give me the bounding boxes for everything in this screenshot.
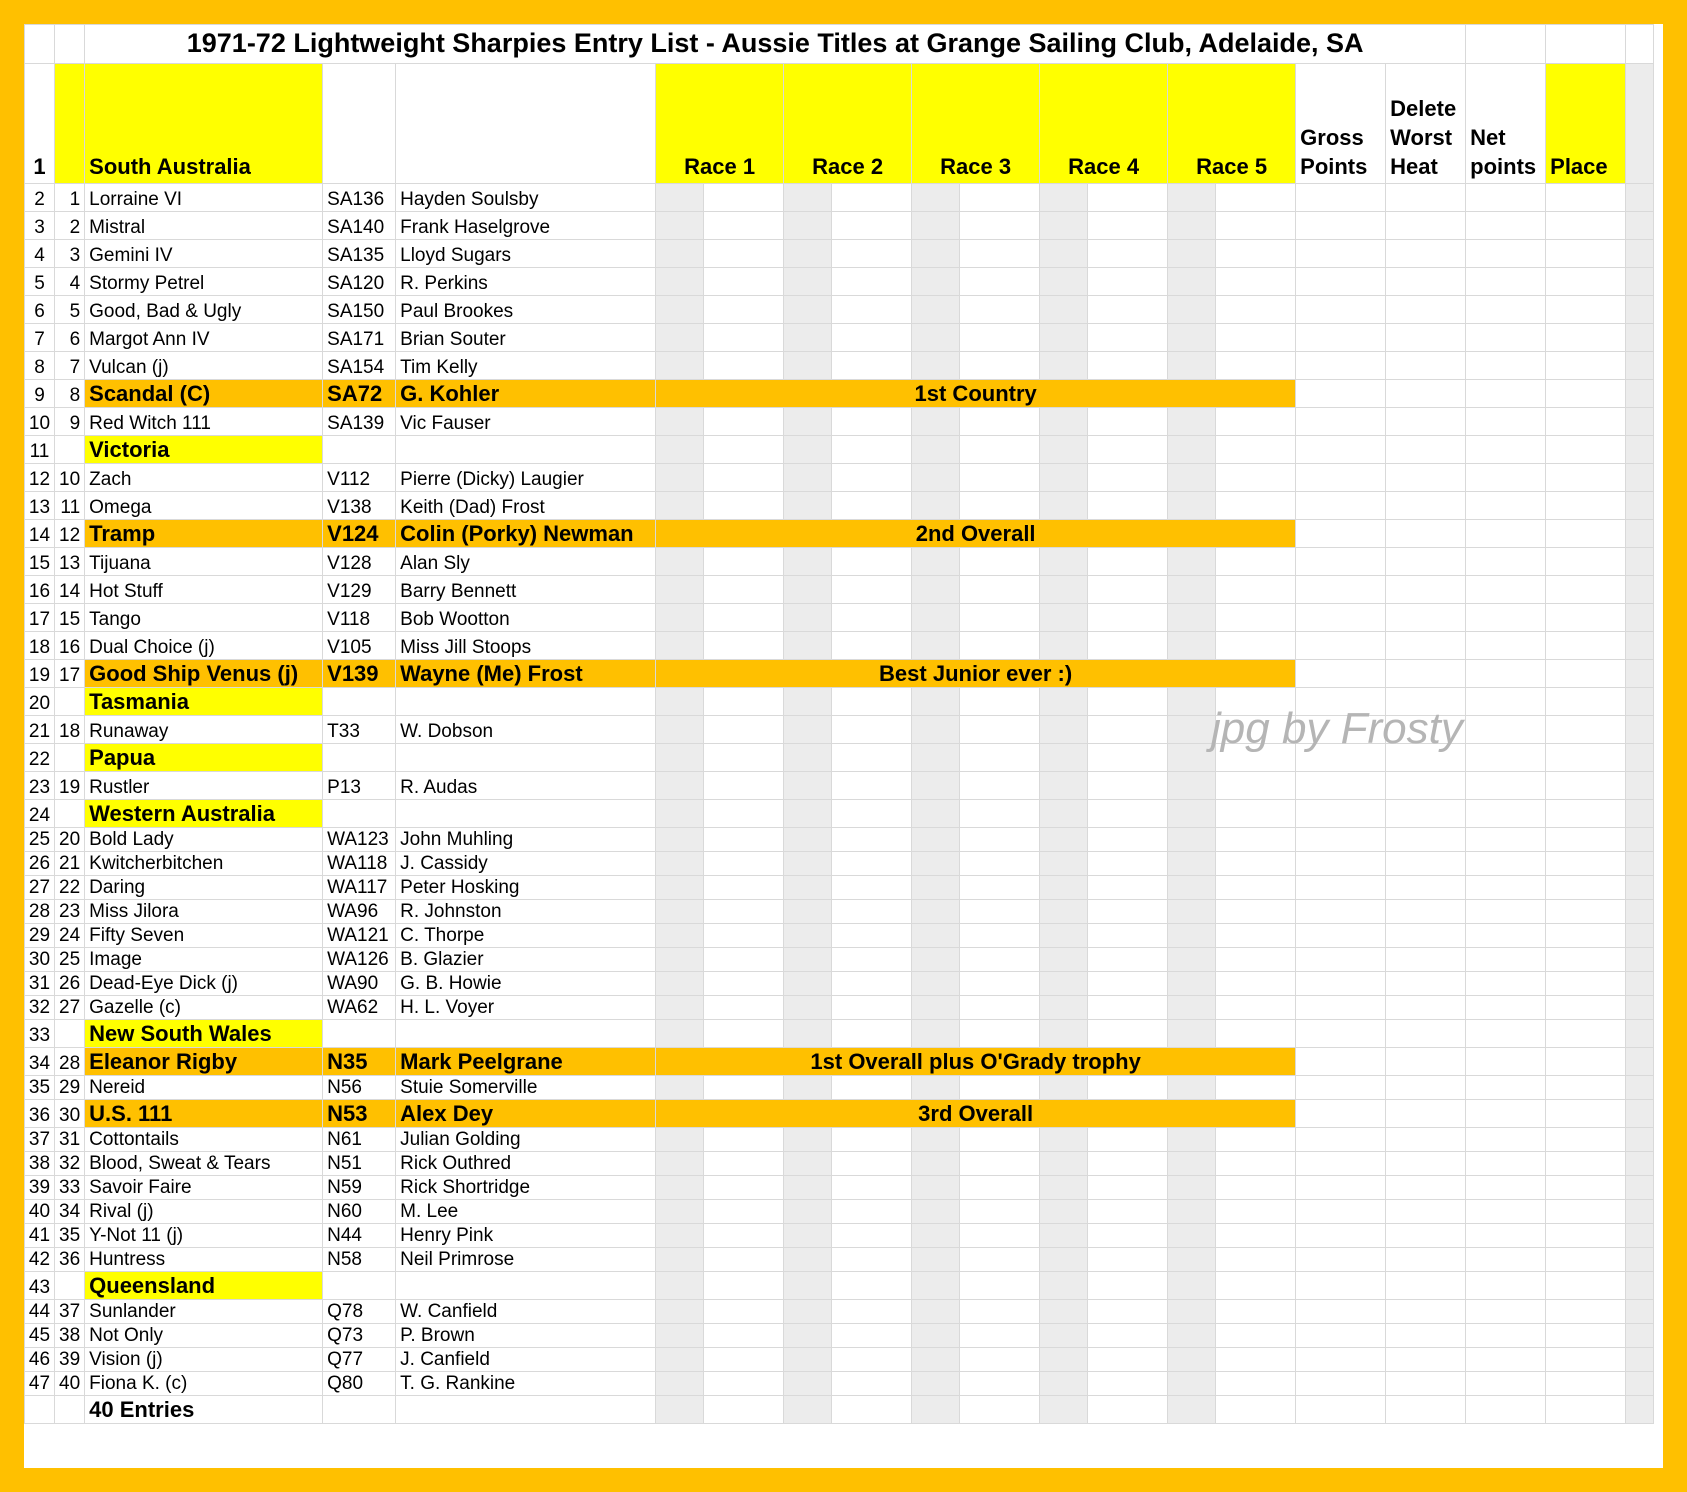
entry-number: 6	[55, 324, 85, 352]
row-number: 6	[25, 296, 55, 324]
row-number: 33	[25, 1020, 55, 1048]
entry-number: 9	[55, 408, 85, 436]
entry-number: 18	[55, 716, 85, 744]
skipper-name: Colin (Porky) Newman	[396, 520, 656, 548]
entry-number: 28	[55, 1048, 85, 1076]
skipper-name: Pierre (Dicky) Laugier	[396, 464, 656, 492]
result-note: Best Junior ever :)	[656, 660, 1296, 688]
boat-name: Omega	[85, 492, 323, 520]
boat-name: Good, Bad & Ugly	[85, 296, 323, 324]
entry-number: 24	[55, 924, 85, 948]
state-label: Victoria	[85, 436, 323, 464]
entry-number: 21	[55, 852, 85, 876]
entry-number: 3	[55, 240, 85, 268]
boat-name: Zach	[85, 464, 323, 492]
row-number: 39	[25, 1176, 55, 1200]
sail-number: N56	[323, 1076, 396, 1100]
sail-number: N44	[323, 1224, 396, 1248]
state-row	[25, 1020, 1654, 1048]
spreadsheet	[24, 24, 1663, 1468]
row-number: 4	[25, 240, 55, 268]
highlight-row	[25, 380, 1654, 408]
entry-number: 31	[55, 1128, 85, 1152]
entry-row	[25, 408, 1654, 436]
sail-number: WA96	[323, 900, 396, 924]
entry-row	[25, 184, 1654, 212]
skipper-name: W. Dobson	[396, 716, 656, 744]
row-number: 16	[25, 576, 55, 604]
boat-name: Daring	[85, 876, 323, 900]
boat-name: Hot Stuff	[85, 576, 323, 604]
row-number: 36	[25, 1100, 55, 1128]
skipper-name: H. L. Voyer	[396, 996, 656, 1020]
entry-number: 8	[55, 380, 85, 408]
boat-name: Dual Choice (j)	[85, 632, 323, 660]
row-number: 26	[25, 852, 55, 876]
skipper-name: Keith (Dad) Frost	[396, 492, 656, 520]
row-number: 15	[25, 548, 55, 576]
sail-number: WA62	[323, 996, 396, 1020]
sail-number: V118	[323, 604, 396, 632]
boat-name: Sunlander	[85, 1300, 323, 1324]
sail-number: V138	[323, 492, 396, 520]
entry-number: 4	[55, 268, 85, 296]
skipper-name: W. Canfield	[396, 1300, 656, 1324]
skipper-name: Alex Dey	[396, 1100, 656, 1128]
skipper-name: Stuie Somerville	[396, 1076, 656, 1100]
skipper-name: Frank Haselgrove	[396, 212, 656, 240]
entry-row	[25, 1200, 1654, 1224]
entry-number: 14	[55, 576, 85, 604]
row-number: 27	[25, 876, 55, 900]
state-header: South Australia	[85, 64, 323, 184]
race-3-header: Race 3	[912, 64, 1040, 184]
sail-number: V124	[323, 520, 396, 548]
skipper-name: Miss Jill Stoops	[396, 632, 656, 660]
sail-number: WA118	[323, 852, 396, 876]
boat-name: Lorraine VI	[85, 184, 323, 212]
entry-row	[25, 212, 1654, 240]
entry-number: 15	[55, 604, 85, 632]
entry-row	[25, 772, 1654, 800]
entry-number: 40	[55, 1372, 85, 1396]
state-label: Queensland	[85, 1272, 323, 1300]
watermark: jpg by Frosty	[1211, 704, 1463, 753]
boat-name: Red Witch 111	[85, 408, 323, 436]
boat-name: Vulcan (j)	[85, 352, 323, 380]
sail-number: WA90	[323, 972, 396, 996]
entry-number: 25	[55, 948, 85, 972]
entry-number: 20	[55, 828, 85, 852]
boat-name: Savoir Faire	[85, 1176, 323, 1200]
sail-number: Q73	[323, 1324, 396, 1348]
skipper-name: Mark Peelgrane	[396, 1048, 656, 1076]
entry-number: 19	[55, 772, 85, 800]
skipper-name: John Muhling	[396, 828, 656, 852]
entry-row	[25, 240, 1654, 268]
highlight-row	[25, 520, 1654, 548]
boat-name: Image	[85, 948, 323, 972]
row-number: 24	[25, 800, 55, 828]
boat-name: Blood, Sweat & Tears	[85, 1152, 323, 1176]
sail-number: WA123	[323, 828, 396, 852]
row-number: 13	[25, 492, 55, 520]
entry-row	[25, 492, 1654, 520]
skipper-name: T. G. Rankine	[396, 1372, 656, 1396]
entry-row	[25, 548, 1654, 576]
state-label: Western Australia	[85, 800, 323, 828]
entry-row	[25, 900, 1654, 924]
entry-number: 38	[55, 1324, 85, 1348]
entry-number: 26	[55, 972, 85, 996]
boat-name: Margot Ann IV	[85, 324, 323, 352]
row-number: 32	[25, 996, 55, 1020]
skipper-name: Bob Wootton	[396, 604, 656, 632]
race-4-header: Race 4	[1040, 64, 1168, 184]
entry-row	[25, 1224, 1654, 1248]
row-number: 11	[25, 436, 55, 464]
result-note: 2nd Overall	[656, 520, 1296, 548]
row-number: 8	[25, 352, 55, 380]
highlight-row	[25, 660, 1654, 688]
entry-row	[25, 1372, 1654, 1396]
highlight-row	[25, 1100, 1654, 1128]
entry-number: 12	[55, 520, 85, 548]
net-points-header: Net points	[1466, 64, 1546, 184]
entry-number: 23	[55, 900, 85, 924]
row-number: 45	[25, 1324, 55, 1348]
boat-name: Cottontails	[85, 1128, 323, 1152]
boat-name: Not Only	[85, 1324, 323, 1348]
row-number: 5	[25, 268, 55, 296]
row-number: 9	[25, 380, 55, 408]
skipper-name: Rick Outhred	[396, 1152, 656, 1176]
row-number: 34	[25, 1048, 55, 1076]
sail-number: WA117	[323, 876, 396, 900]
sail-number: V129	[323, 576, 396, 604]
result-note: 3rd Overall	[656, 1100, 1296, 1128]
skipper-name: P. Brown	[396, 1324, 656, 1348]
delete-worst-heat-header: Delete Worst Heat	[1386, 64, 1466, 184]
entry-number: 2	[55, 212, 85, 240]
boat-name: Vision (j)	[85, 1348, 323, 1372]
entry-number: 35	[55, 1224, 85, 1248]
entry-row	[25, 1300, 1654, 1324]
boat-name: Miss Jilora	[85, 900, 323, 924]
row-number: 7	[25, 324, 55, 352]
row-number: 37	[25, 1128, 55, 1152]
entry-number: 13	[55, 548, 85, 576]
entry-row	[25, 1128, 1654, 1152]
gross-points-header: Gross Points	[1296, 64, 1386, 184]
boat-name: Gazelle (c)	[85, 996, 323, 1020]
entry-row	[25, 1176, 1654, 1200]
sail-number: N61	[323, 1128, 396, 1152]
skipper-name: J. Cassidy	[396, 852, 656, 876]
entry-number: 11	[55, 492, 85, 520]
result-note: 1st Country	[656, 380, 1296, 408]
row-number: 2	[25, 184, 55, 212]
sail-number: SA135	[323, 240, 396, 268]
entry-number: 10	[55, 464, 85, 492]
entry-row	[25, 1152, 1654, 1176]
entry-number: 32	[55, 1152, 85, 1176]
row-number: 42	[25, 1248, 55, 1272]
sail-number: SA140	[323, 212, 396, 240]
row-number: 43	[25, 1272, 55, 1300]
row-number: 30	[25, 948, 55, 972]
sail-number: V139	[323, 660, 396, 688]
entry-number: 29	[55, 1076, 85, 1100]
entry-row	[25, 296, 1654, 324]
boat-name: Mistral	[85, 212, 323, 240]
race-2-header: Race 2	[784, 64, 912, 184]
race-1-header: Race 1	[656, 64, 784, 184]
sail-number: Q77	[323, 1348, 396, 1372]
entry-row	[25, 1324, 1654, 1348]
place-header: Place	[1546, 64, 1626, 184]
entry-row	[25, 1248, 1654, 1272]
skipper-name: Tim Kelly	[396, 352, 656, 380]
boat-name: Fifty Seven	[85, 924, 323, 948]
row-number: 20	[25, 688, 55, 716]
boat-name: Gemini IV	[85, 240, 323, 268]
skipper-name: R. Perkins	[396, 268, 656, 296]
skipper-name: R. Johnston	[396, 900, 656, 924]
entry-row	[25, 268, 1654, 296]
state-row	[25, 1272, 1654, 1300]
skipper-name: R. Audas	[396, 772, 656, 800]
sail-number: Q78	[323, 1300, 396, 1324]
entry-row	[25, 1076, 1654, 1100]
highlight-row	[25, 1048, 1654, 1076]
skipper-name: Barry Bennett	[396, 576, 656, 604]
row-number: 21	[25, 716, 55, 744]
skipper-name: Alan Sly	[396, 548, 656, 576]
boat-name: Bold Lady	[85, 828, 323, 852]
sail-number: N53	[323, 1100, 396, 1128]
row-number: 19	[25, 660, 55, 688]
sail-number: SA154	[323, 352, 396, 380]
row-number: 47	[25, 1372, 55, 1396]
sail-number: SA136	[323, 184, 396, 212]
sail-number: SA171	[323, 324, 396, 352]
boat-name: Runaway	[85, 716, 323, 744]
row-number: 23	[25, 772, 55, 800]
entry-row	[25, 876, 1654, 900]
skipper-name: G. B. Howie	[396, 972, 656, 996]
skipper-name: Paul Brookes	[396, 296, 656, 324]
sail-number: N58	[323, 1248, 396, 1272]
row-number: 3	[25, 212, 55, 240]
boat-name: Tango	[85, 604, 323, 632]
skipper-name: G. Kohler	[396, 380, 656, 408]
entry-row	[25, 324, 1654, 352]
entry-row	[25, 948, 1654, 972]
entry-row	[25, 852, 1654, 876]
row-number: 22	[25, 744, 55, 772]
boat-name: Fiona K. (c)	[85, 1372, 323, 1396]
skipper-name: Vic Fauser	[396, 408, 656, 436]
sail-number: N60	[323, 1200, 396, 1224]
boat-name: Rival (j)	[85, 1200, 323, 1224]
state-row	[25, 800, 1654, 828]
row-number: 12	[25, 464, 55, 492]
entry-row	[25, 576, 1654, 604]
entry-number: 37	[55, 1300, 85, 1324]
skipper-name: B. Glazier	[396, 948, 656, 972]
skipper-name: Peter Hosking	[396, 876, 656, 900]
entry-number: 22	[55, 876, 85, 900]
entry-number: 5	[55, 296, 85, 324]
race-5-header: Race 5	[1168, 64, 1296, 184]
sail-number: WA126	[323, 948, 396, 972]
row-number: 41	[25, 1224, 55, 1248]
boat-name: Tramp	[85, 520, 323, 548]
skipper-name: Rick Shortridge	[396, 1176, 656, 1200]
sail-number: Q80	[323, 1372, 396, 1396]
sheet-title: 1971-72 Lightweight Sharpies Entry List - Aussie Titles at Grange Sailing Club, Adelaide, SA	[85, 25, 1466, 64]
entry-number: 34	[55, 1200, 85, 1224]
boat-name: Rustler	[85, 772, 323, 800]
sail-number: V112	[323, 464, 396, 492]
row-number: 44	[25, 1300, 55, 1324]
row-number: 14	[25, 520, 55, 548]
state-label: Tasmania	[85, 688, 323, 716]
entry-row	[25, 996, 1654, 1020]
sail-number: SA120	[323, 268, 396, 296]
result-note: 1st Overall plus O'Grady trophy	[656, 1048, 1296, 1076]
boat-name: Kwitcherbitchen	[85, 852, 323, 876]
entry-row	[25, 924, 1654, 948]
entry-number: 27	[55, 996, 85, 1020]
boat-name: Eleanor Rigby	[85, 1048, 323, 1076]
entry-number: 30	[55, 1100, 85, 1128]
skipper-name: J. Canfield	[396, 1348, 656, 1372]
sail-number: SA139	[323, 408, 396, 436]
boat-name: Stormy Petrel	[85, 268, 323, 296]
row-number: 25	[25, 828, 55, 852]
sail-number: N59	[323, 1176, 396, 1200]
state-label: Papua	[85, 744, 323, 772]
sail-number: V128	[323, 548, 396, 576]
sail-number: N51	[323, 1152, 396, 1176]
boat-name: Tijuana	[85, 548, 323, 576]
entry-row	[25, 828, 1654, 852]
boat-name: Dead-Eye Dick (j)	[85, 972, 323, 996]
boat-name: Good Ship Venus (j)	[85, 660, 323, 688]
skipper-name: Lloyd Sugars	[396, 240, 656, 268]
skipper-name: M. Lee	[396, 1200, 656, 1224]
skipper-name: C. Thorpe	[396, 924, 656, 948]
row-number: 1	[25, 64, 55, 184]
entry-number: 17	[55, 660, 85, 688]
row-number: 35	[25, 1076, 55, 1100]
state-row	[25, 436, 1654, 464]
skipper-name: Hayden Soulsby	[396, 184, 656, 212]
entry-row	[25, 604, 1654, 632]
row-number: 40	[25, 1200, 55, 1224]
row-number: 29	[25, 924, 55, 948]
entry-row	[25, 1348, 1654, 1372]
sail-number: V105	[323, 632, 396, 660]
row-number: 31	[25, 972, 55, 996]
total-entries: 40 Entries	[85, 1396, 323, 1424]
state-label: New South Wales	[85, 1020, 323, 1048]
header-row	[25, 64, 1654, 184]
skipper-name: Julian Golding	[396, 1128, 656, 1152]
boat-name: Huntress	[85, 1248, 323, 1272]
sail-number: SA72	[323, 380, 396, 408]
boat-name: Scandal (C)	[85, 380, 323, 408]
entry-number: 36	[55, 1248, 85, 1272]
skipper-name: Wayne (Me) Frost	[396, 660, 656, 688]
sail-number: N35	[323, 1048, 396, 1076]
entry-number: 16	[55, 632, 85, 660]
sail-number: SA150	[323, 296, 396, 324]
boat-name: Nereid	[85, 1076, 323, 1100]
row-number: 38	[25, 1152, 55, 1176]
skipper-name: Henry Pink	[396, 1224, 656, 1248]
boat-name: U.S. 111	[85, 1100, 323, 1128]
entry-row	[25, 464, 1654, 492]
entry-number: 39	[55, 1348, 85, 1372]
row-number: 28	[25, 900, 55, 924]
row-number: 46	[25, 1348, 55, 1372]
entry-number: 7	[55, 352, 85, 380]
entry-number: 1	[55, 184, 85, 212]
entry-row	[25, 632, 1654, 660]
skipper-name: Neil Primrose	[396, 1248, 656, 1272]
entry-number: 33	[55, 1176, 85, 1200]
entry-row	[25, 972, 1654, 996]
boat-name: Y-Not 11 (j)	[85, 1224, 323, 1248]
title-row	[25, 25, 1654, 64]
skipper-name: Brian Souter	[396, 324, 656, 352]
sail-number: P13	[323, 772, 396, 800]
row-number: 18	[25, 632, 55, 660]
sail-number: WA121	[323, 924, 396, 948]
row-number: 10	[25, 408, 55, 436]
total-row	[25, 1396, 1654, 1424]
entry-row	[25, 352, 1654, 380]
sail-number: T33	[323, 716, 396, 744]
row-number: 17	[25, 604, 55, 632]
